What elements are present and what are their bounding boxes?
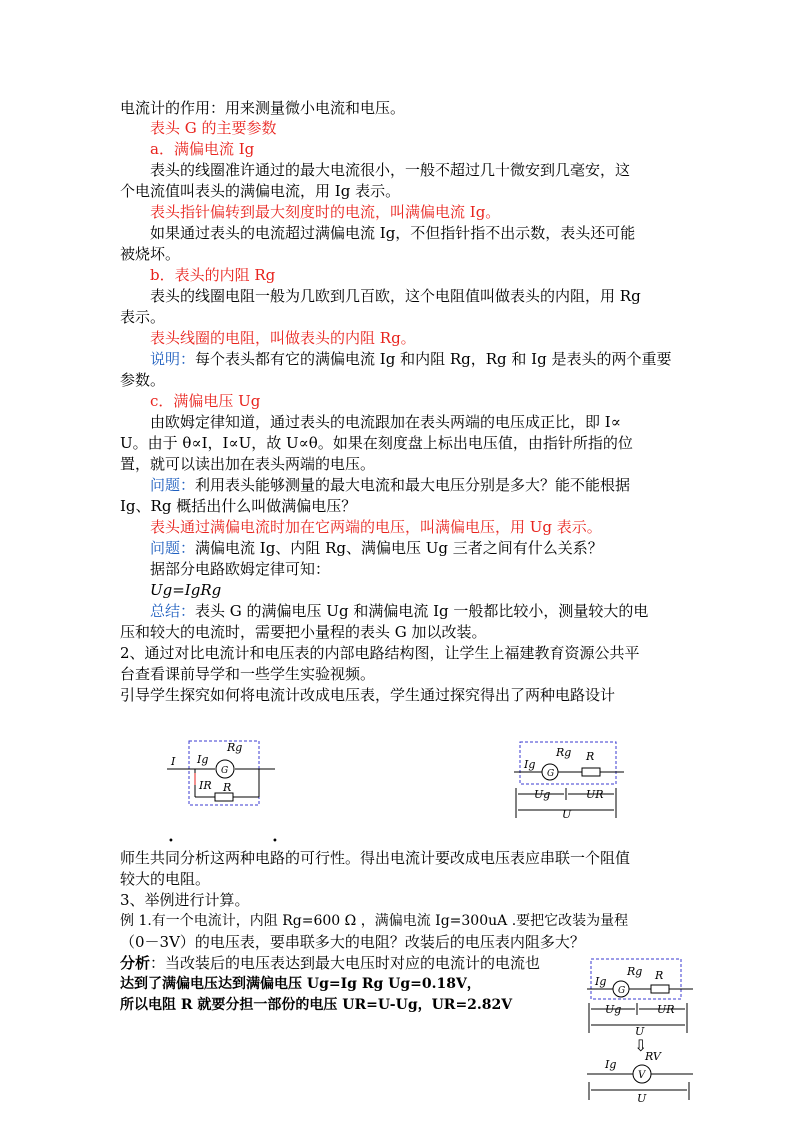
label-U: U (637, 1092, 647, 1105)
text-line: 由欧姆定律知道，通过表头的电流跟加在表头两端的电压成正比，即 I∝ (150, 413, 621, 431)
label-R: R (655, 969, 664, 982)
text-line: 被烧坏。 (120, 245, 181, 263)
circuit-diagram-series (512, 738, 627, 822)
resistor-symbol (582, 768, 600, 776)
section-heading: 表头 G 的主要参数 (150, 119, 277, 137)
definition-line: 表头通过满偏电流时加在它两端的电压，叫满偏电压，用 Ug 表示。 (150, 518, 602, 536)
text-line (120, 953, 540, 973)
label-RV: RV (645, 1050, 661, 1063)
analysis-label: 分析 (120, 954, 151, 972)
text-line: 参数。 (120, 371, 166, 389)
definition-line: 表头指针偏转到最大刻度时的电流，叫满偏电流 Ig。 (150, 203, 501, 221)
label-R: R (223, 781, 232, 794)
text-line: 表头的线圈电阻一般为几欧到几百欧，这个电阻值叫做表头的内阻，用 Rg (150, 287, 641, 305)
text-line: 据部分电路欧姆定律可知： (150, 560, 331, 578)
resistor-symbol (215, 793, 233, 801)
label-Rg: Rg (556, 746, 572, 759)
text-line: 表头的线圈准许通过的最大电流很小，一般不超过几十微安到几毫安，这 (150, 161, 631, 179)
label-UR: UR (657, 1003, 675, 1016)
summary-text: 表头 G 的满偏电压 Ug 和满偏电流 Ig 一般都比较小，测量较大的电 (195, 602, 649, 620)
question-text: 利用表头能够测量的最大电流和最大电压分别是多大？能不能根据 (195, 476, 631, 494)
question-label: 问题： (150, 476, 196, 494)
text-line: 3、举例进行计算。 (120, 891, 250, 909)
question-text: 满偏电流 Ig、内阻 Rg、满偏电压 Ug 三者之间有什么关系？ (195, 539, 603, 557)
label-G: G (618, 986, 626, 996)
summary-label: 总结： (150, 602, 196, 620)
circuit-diagram-parallel (165, 735, 285, 815)
label-Ig: Ig (595, 975, 607, 988)
text-line: 所以电阻 R 就要分担一部份的电压 UR=U-Ug，UR=2.82V (120, 997, 513, 1013)
label-Rg: Rg (627, 965, 643, 978)
label-V: V (638, 1070, 646, 1081)
text-line (150, 349, 671, 369)
label-UR: UR (586, 788, 604, 801)
label-Ig: Ig (197, 753, 209, 766)
label-Ug: Ug (605, 1003, 622, 1016)
text-line (150, 601, 648, 621)
text-line: 例 1.有一个电流计，内阻 Rg=600 Ω ，满偏电流 Ig=300uA .要把它改装为量程 (120, 913, 629, 929)
text-line (150, 475, 630, 495)
dot-mark: • (272, 836, 278, 847)
label-Rg: Rg (227, 741, 243, 754)
text-line: Ig、Rg 概括出什么叫做满偏电压？ (120, 497, 357, 515)
label-Ig: Ig (605, 1058, 617, 1071)
text-line: 达到了满偏电压达到满偏电压 Ug=Ig Rg Ug=0.18V， (120, 976, 481, 992)
label-Ig: Ig (524, 758, 536, 771)
text-line: （0－3V）的电压表，要串联多大的电阻？改装后的电压表内阻多大？ (120, 933, 585, 951)
text-line: U。由于 θ∝I，I∝U，故 U∝θ。如果在刻度盘上标出电压值，由指针所指的位 (120, 434, 633, 452)
down-arrow-icon: ⇩ (634, 1036, 648, 1055)
subsection-heading: b．表头的内阻 Rg (150, 266, 276, 284)
text-line: 压和较大的电流时，需要把小量程的表头 G 加以改装。 (120, 623, 487, 641)
dot-mark: • (168, 836, 174, 847)
circuit-diagram-voltmeter (585, 1050, 700, 1110)
text-line: 台查看课前导学和一些学生实验视频。 (120, 665, 376, 683)
subsection-heading: c．满偏电压 Ug (150, 392, 261, 410)
text-line (150, 538, 603, 558)
label-U: U (635, 1025, 645, 1037)
note-text: 每个表头都有它的满偏电流 Ig 和内阻 Rg，Rg 和 Ig 是表头的两个重要 (195, 350, 672, 368)
text-line: 2、通过对比电流计和电压表的内部电路结构图，让学生上福建教育资源公共平 (120, 644, 640, 662)
analysis-text: ：当改装后的电压表达到最大电压时对应的电流计的电流也 (150, 954, 541, 972)
text-line: 较大的电阻。 (120, 870, 211, 888)
label-G: G (547, 769, 555, 779)
definition-line: 表头线圈的电阻，叫做表头的内阻 Rg。 (150, 329, 416, 347)
text-line: 师生共同分析这两种电路的可行性。得出电流计要改成电压表应串联一个阻值 (120, 849, 631, 867)
text-line: 如果通过表头的电流超过满偏电流 Ig，不但指针指不出示数，表头还可能 (150, 224, 636, 242)
label-I: I (171, 755, 176, 768)
text-line: 表示。 (120, 308, 166, 326)
text-line: 引导学生探究如何将电流计改成电压表，学生通过探究得出了两种电路设计 (120, 686, 616, 704)
text-line: 置，就可以读出加在表头两端的电压。 (120, 455, 376, 473)
text-line: 电流计的作用：用来测量微小电流和电压。 (120, 99, 406, 117)
label-R: R (586, 750, 595, 763)
label-G: G (221, 766, 229, 776)
circuit-diagram-example (585, 955, 700, 1037)
resistor-symbol (651, 985, 669, 993)
label-IR: IR (199, 779, 212, 792)
formula-line: Ug=IgRg (150, 581, 222, 599)
note-label: 说明： (150, 350, 196, 368)
subsection-heading: a．满偏电流 Ig (150, 140, 255, 158)
label-Ug: Ug (534, 788, 551, 801)
label-U: U (562, 808, 572, 821)
text-line: 个电流值叫表头的满偏电流，用 Ig 表示。 (120, 182, 401, 200)
question-label: 问题： (150, 539, 196, 557)
